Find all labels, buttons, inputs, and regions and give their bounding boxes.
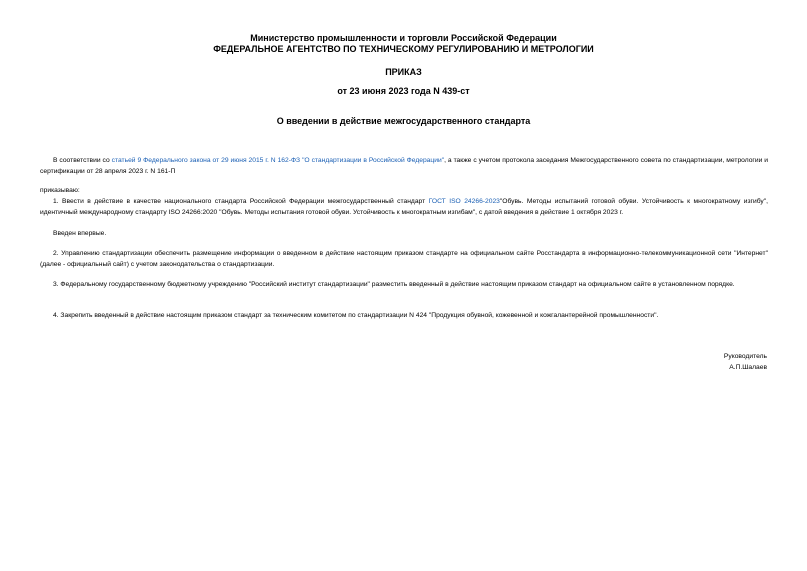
paragraph-item-3: 3. Федеральному государственному бюджетному учреждению "Российский институт стандартизации" разместить введенный в действие настоящим приказом стандарт на официальном сайте в установленном порядке. <box>53 281 735 288</box>
preamble-suffix: , а также с учетом протокола заседания Межгосударственного совета по стандартизации, метрологии и сертификации от 28 апреля 2023 г. N 161-П <box>40 157 769 175</box>
document-type: ПРИКАЗ <box>385 67 422 77</box>
order-word: приказываю: <box>40 187 80 194</box>
ministry-name: Министерство промышленности и торговли Российской Федерации <box>250 33 557 43</box>
item-1-prefix: 1. Ввести в действие в качестве национального стандарта Российской Федерации межгосударственный стандарт <box>53 198 429 205</box>
paragraph-item-2: 2. Управлению стандартизации обеспечить размещение информации о введенном в действие настоящим приказом стандарте на официальном сайте Росстандарта в информационно-телекоммуникационной сети "Интернет" (далее - официальный сайт) с учетом законодательства о стандартизации. <box>40 250 768 268</box>
paragraph-introduced-first: Введен впервые. <box>53 230 107 237</box>
law-article-link[interactable]: статьей 9 Федерального закона от 29 июня 2015 г. N 162-ФЗ <box>111 157 301 164</box>
item-1-suffix: "Обувь. Методы испытаний готовой обуви. Устойчивость к многократному изгибу", идентичный международному стандарту ISO 24266:2020 "Обувь. Методы испытания готовой обуви. Устойчивость к многократным изгибам", с датой введения в действие 1 октября 2023 г. <box>40 198 768 216</box>
agency-name: ФЕДЕРАЛЬНОЕ АГЕНТСТВО ПО ТЕХНИЧЕСКОМУ РЕГУЛИРОВАНИЮ И МЕТРОЛОГИИ <box>213 44 594 54</box>
signature-title: Руководитель <box>723 353 767 360</box>
standard-link[interactable]: ГОСТ ISO 24266-2023 <box>428 198 500 205</box>
document-date-number: от 23 июня 2023 года N 439-ст <box>337 86 470 96</box>
paragraph-item-4: 4. Закрепить введенный в действие настоящим приказом стандарт за техническим комитетом по стандартизации N 424 "Продукция обувной, кожевенной и кожгалантерейной промышленности". <box>53 312 659 319</box>
document-subject: О введении в действие межгосударственного стандарта <box>276 116 531 126</box>
law-title-link[interactable]: "О стандартизации в Российской Федерации" <box>302 157 445 164</box>
paragraph-preamble <box>40 155 768 177</box>
signature-name: А.П.Шалаев <box>729 364 767 371</box>
paragraph-item-1 <box>40 196 768 218</box>
preamble-prefix: В соответствии со <box>53 157 112 164</box>
